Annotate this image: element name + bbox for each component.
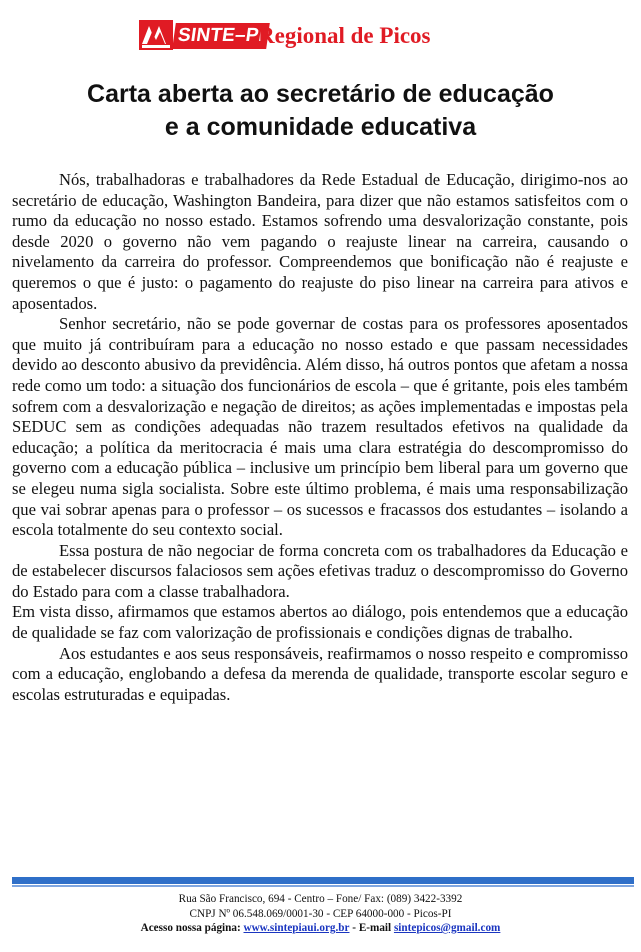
title-line-1: Carta aberta ao secretário de educação [87,80,554,108]
paragraph-3: Essa postura de não negociar de forma concreta com os trabalhadores da Educação e de estabelecer discursos falaciosos sem ações efetivas traduz o descompromisso do Governo do Estado para com a classe trabalhadora. [12,540,628,601]
site-link[interactable]: www.sintepiaui.org.br [243,922,350,934]
letter-body [12,170,628,705]
logo-wordmark: SINTE–PI [172,23,270,49]
paragraph-1: Nós, trabalhadoras e trabalhadores da Rede Estadual de Educação, dirigimo-nos ao secretário de educação, Washington Bandeira, para dizer que não estamos satisfeitos com o rumo da educação no nosso estado. Estamos sofrendo uma desvalorização constante, pois desde 2020 o governo não vem pagando o reajuste linear na carreira, causando o nivelamento da carreira do professor. Compreendemos que bonificação não é reajuste e queremos o que é justo: o pagamento do reajuste do piso linear na carreira para ativos e aposentados. [12,170,628,313]
page-title [0,78,641,144]
footer-divider-thin [12,885,634,887]
footer-contact [0,921,641,936]
footer [0,892,641,936]
title-line-2: e a comunidade educativa [164,113,477,141]
email-link[interactable]: sintepicos@gmail.com [393,922,501,934]
paragraph-2: Senhor secretário, não se pode governar de costas para os professores aposentados que muito já contribuíram para a educação no nosso estado e que passam necessidades devido ao desconto abusivo da previdência. Além disso, há outros pontos que afetam a nossa rede como um todo: a situação dos funcionários de escola – que é gritante, pois eles também sofrem com a desvalorização e negação de direitos; as ações implementadas e impostas pela SEDUC sem as condições adequadas não trazem resultados efetivos na qualidade da educação; a política da meritocracia é mais uma clara estratégia do descompromisso do governo com a educação pública – inclusive um princípio bem liberal para um governo que se elegeu numa sigla socialista. Sobre este último problema, é mais uma responsabilização que vai sobrar apenas para o professor – os sucessos e fracassos dos estudantes – isolando a escola totalmente do seu contexto social. [12,314,628,540]
paragraph-5: Aos estudantes e aos seus responsáveis, reafirmamos o nosso respeito e compromisso com a educação, englobando a defesa da merenda de qualidade, transporte escolar seguro e escolas estruturadas e equipadas. [12,643,628,704]
site-label: Acesso nossa página: [140,922,241,934]
footer-cnpj: CNPJ Nº 06.548.069/0001-30 - CEP 64000-000 - Picos-PI [189,907,452,920]
regional-label: Regional de Picos [258,23,431,48]
footer-divider [12,877,634,884]
sinte-emblem-icon [139,18,173,52]
email-label: - E-mail [352,922,392,934]
paragraph-4: Em vista disso, afirmamos que estamos abertos ao diálogo, pois entendemos que a educação de qualidade se faz com valorização de profissionais e condições dignas de trabalho. [12,602,628,643]
letterhead [0,14,641,54]
footer-address: Rua São Francisco, 694 - Centro – Fone/ Fax: (089) 3422-3392 [178,893,463,905]
